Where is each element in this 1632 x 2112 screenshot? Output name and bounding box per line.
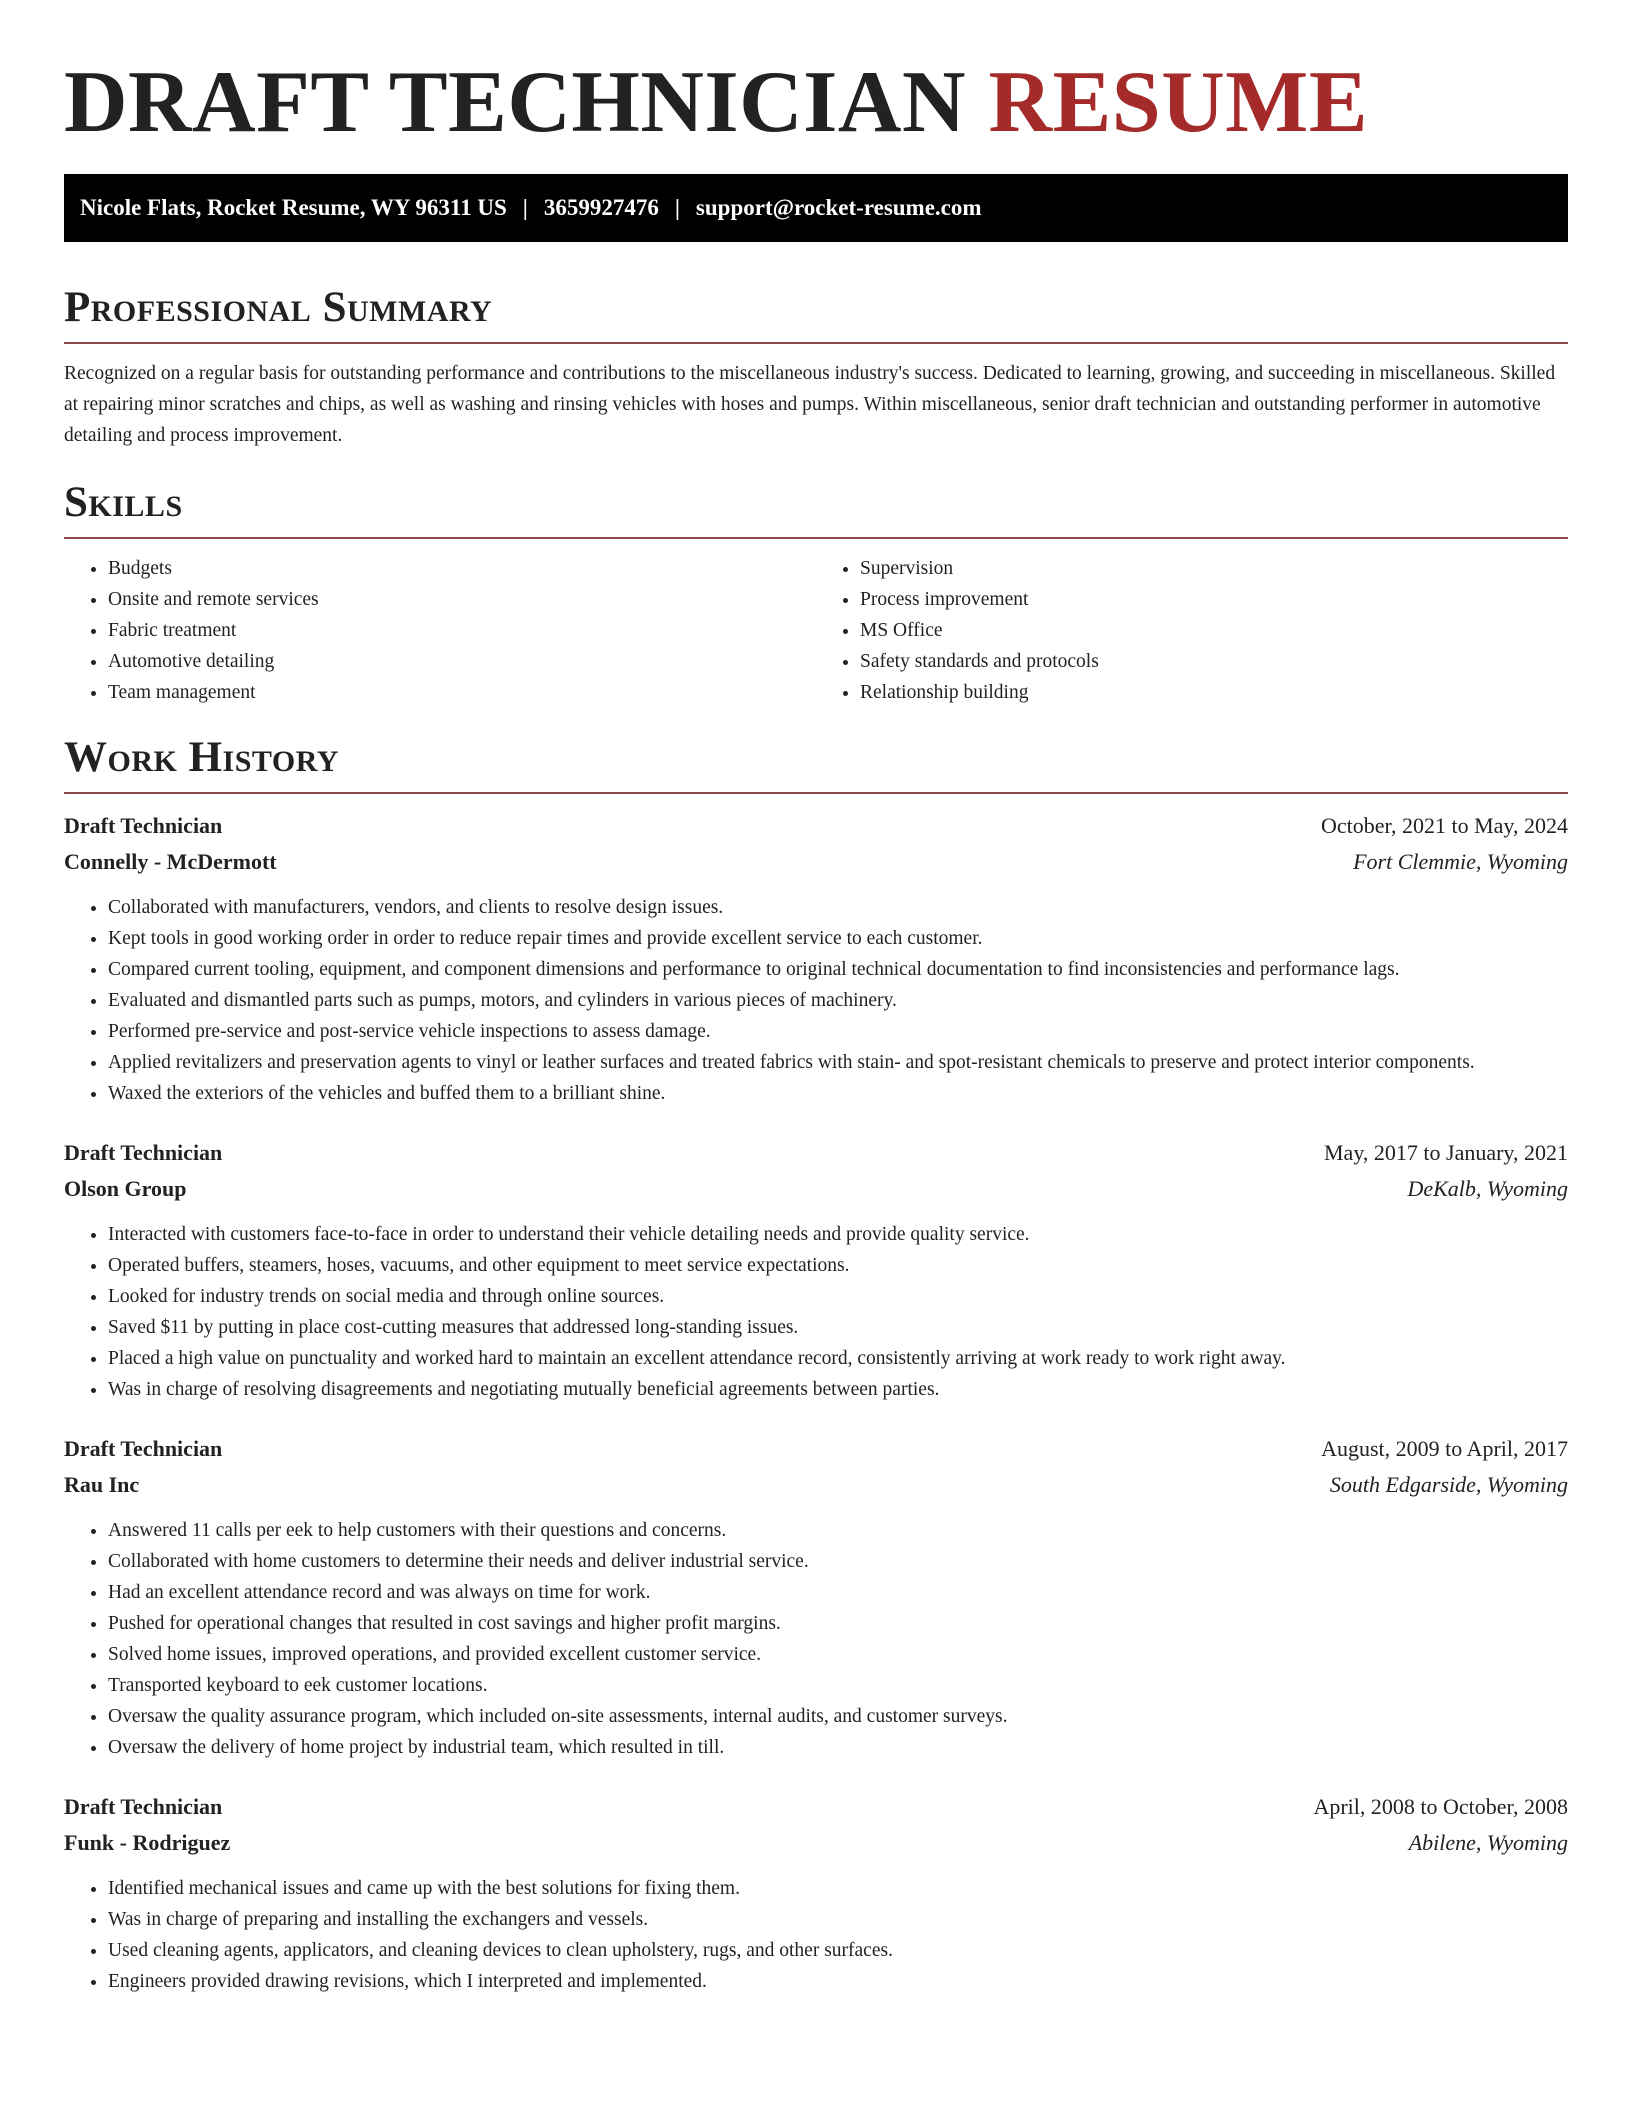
job-duty: • Oversaw the quality assurance program, which included on-site assessments, internal audits, and customer surveys. — [108, 1701, 1568, 1732]
job-duty: • Looked for industry trends on social media and through online sources. — [108, 1281, 1568, 1312]
section-divider — [64, 342, 1568, 344]
job-duty: • Was in charge of resolving disagreements and negotiating mutually beneficial agreements between parties. — [108, 1374, 1568, 1405]
job-location: Fort Clemmie, Wyoming — [1353, 849, 1568, 874]
job-duties — [64, 1515, 1568, 1763]
contact-email[interactable]: support@rocket-resume.com — [695, 195, 982, 220]
job-duties — [64, 892, 1568, 1109]
job-duty: • Pushed for operational changes that resulted in cost savings and higher profit margins. — [108, 1608, 1568, 1639]
skill-item: • Budgets — [108, 553, 816, 584]
skill-item: • Fabric treatment — [108, 615, 816, 646]
job-duty: • Placed a high value on punctuality and worked hard to maintain an excellent attendance record, consistently arriving at work ready to work right away. — [108, 1343, 1568, 1374]
job-duty: • Collaborated with home customers to determine their needs and deliver industrial service. — [108, 1546, 1568, 1577]
job-location: DeKalb, Wyoming — [1407, 1176, 1568, 1201]
skill-item: • Team management — [108, 677, 816, 708]
job-subheader — [64, 844, 1568, 880]
job-duty: • Solved home issues, improved operations, and provided excellent customer service. — [108, 1639, 1568, 1670]
job-duty: • Collaborated with manufacturers, vendors, and clients to resolve design issues. — [108, 892, 1568, 923]
skills-heading: Skills — [64, 479, 183, 526]
job-entry — [64, 1431, 1568, 1763]
contact-bar — [64, 174, 1568, 242]
title-accent: RESUME — [988, 54, 1369, 151]
job-header — [64, 1789, 1568, 1825]
skill-item: • MS Office — [860, 615, 1568, 646]
job-duty: • Answered 11 calls per eek to help customers with their questions and concerns. — [108, 1515, 1568, 1546]
job-title: Draft Technician — [64, 1436, 223, 1461]
job-duty: • Engineers provided drawing revisions, which I interpreted and implemented. — [108, 1966, 1568, 1997]
job-duty: • Applied revitalizers and preservation agents to vinyl or leather surfaces and treated fabrics with stain- and spot-resistant chemicals to preserve and protect interior components. — [108, 1047, 1568, 1078]
job-duty: • Used cleaning agents, applicators, and cleaning devices to clean upholstery, rugs, and other surfaces. — [108, 1935, 1568, 1966]
skills-list-right — [816, 553, 1568, 708]
summary-heading: Professional Summary — [64, 284, 493, 331]
contact-separator: | — [522, 195, 528, 220]
job-duty: • Oversaw the delivery of home project by industrial team, which resulted in till. — [108, 1732, 1568, 1763]
job-entry — [64, 808, 1568, 1109]
job-company: Funk - Rodriguez — [64, 1830, 231, 1855]
job-duty: • Operated buffers, steamers, hoses, vacuums, and other equipment to meet service expectations. — [108, 1250, 1568, 1281]
job-duty: • Was in charge of preparing and installing the exchangers and vessels. — [108, 1904, 1568, 1935]
job-subheader — [64, 1825, 1568, 1861]
job-dates: May, 2017 to January, 2021 — [1324, 1140, 1568, 1165]
job-duty: • Saved $11 by putting in place cost-cutting measures that addressed long-standing issues. — [108, 1312, 1568, 1343]
job-location: South Edgarside, Wyoming — [1329, 1472, 1568, 1497]
job-duty: • Kept tools in good working order in order to reduce repair times and provide excellent service to each customer. — [108, 923, 1568, 954]
job-title: Draft Technician — [64, 1140, 223, 1165]
job-dates: August, 2009 to April, 2017 — [1321, 1436, 1568, 1461]
summary-text: Recognized on a regular basis for outstanding performance and contributions to the miscellaneous industry's success. Dedicated to learning, growing, and succeeding in miscellaneous. Skilled at repairing minor scratches and chips, as well as washing and rinsing vehicles with hoses and pumps. Within miscellaneous, senior draft technician and outstanding performer in automotive detailing and process improvement. — [64, 363, 1556, 446]
contact-separator: | — [674, 195, 680, 220]
job-duty: • Performed pre-service and post-service vehicle inspections to assess damage. — [108, 1016, 1568, 1047]
job-header — [64, 808, 1568, 844]
job-duty: • Transported keyboard to eek customer locations. — [108, 1670, 1568, 1701]
skill-item: • Supervision — [860, 553, 1568, 584]
title-main: DRAFT TECHNICIAN — [64, 54, 967, 151]
job-dates: April, 2008 to October, 2008 — [1313, 1794, 1568, 1819]
job-entry — [64, 1135, 1568, 1405]
job-entry — [64, 1789, 1568, 1997]
skill-item: • Onsite and remote services — [108, 584, 816, 615]
section-divider — [64, 792, 1568, 794]
skill-item: • Process improvement — [860, 584, 1568, 615]
contact-address: Nicole Flats, Rocket Resume, WY 96311 US — [80, 195, 507, 220]
job-subheader — [64, 1467, 1568, 1503]
contact-phone[interactable]: 3659927476 — [543, 195, 659, 220]
resume-title — [64, 50, 1568, 156]
job-duties — [64, 1219, 1568, 1405]
job-duty: • Had an excellent attendance record and was always on time for work. — [108, 1577, 1568, 1608]
job-company: Rau Inc — [64, 1472, 140, 1497]
job-dates: October, 2021 to May, 2024 — [1321, 813, 1568, 838]
job-duties — [64, 1873, 1568, 1997]
section-divider — [64, 537, 1568, 539]
job-duty: • Interacted with customers face-to-face in order to understand their vehicle detailing needs and provide quality service. — [108, 1219, 1568, 1250]
job-duty: • Compared current tooling, equipment, and component dimensions and performance to original technical documentation to find inconsistencies and performance lags. — [108, 954, 1568, 985]
job-company: Connelly - McDermott — [64, 849, 277, 874]
job-title: Draft Technician — [64, 1794, 223, 1819]
skill-item: • Safety standards and protocols — [860, 646, 1568, 677]
skills-grid — [64, 553, 1568, 708]
job-location: Abilene, Wyoming — [1408, 1830, 1568, 1855]
job-title: Draft Technician — [64, 813, 223, 838]
job-duty: • Evaluated and dismantled parts such as pumps, motors, and cylinders in various pieces of machinery. — [108, 985, 1568, 1016]
job-header — [64, 1431, 1568, 1467]
skill-item: • Relationship building — [860, 677, 1568, 708]
work-history-heading: Work History — [64, 734, 339, 781]
job-subheader — [64, 1171, 1568, 1207]
job-duty: • Identified mechanical issues and came up with the best solutions for fixing them. — [108, 1873, 1568, 1904]
job-company: Olson Group — [64, 1176, 187, 1201]
job-duty: • Waxed the exteriors of the vehicles and buffed them to a brilliant shine. — [108, 1078, 1568, 1109]
job-header — [64, 1135, 1568, 1171]
skills-list-left — [64, 553, 816, 708]
skill-item: • Automotive detailing — [108, 646, 816, 677]
